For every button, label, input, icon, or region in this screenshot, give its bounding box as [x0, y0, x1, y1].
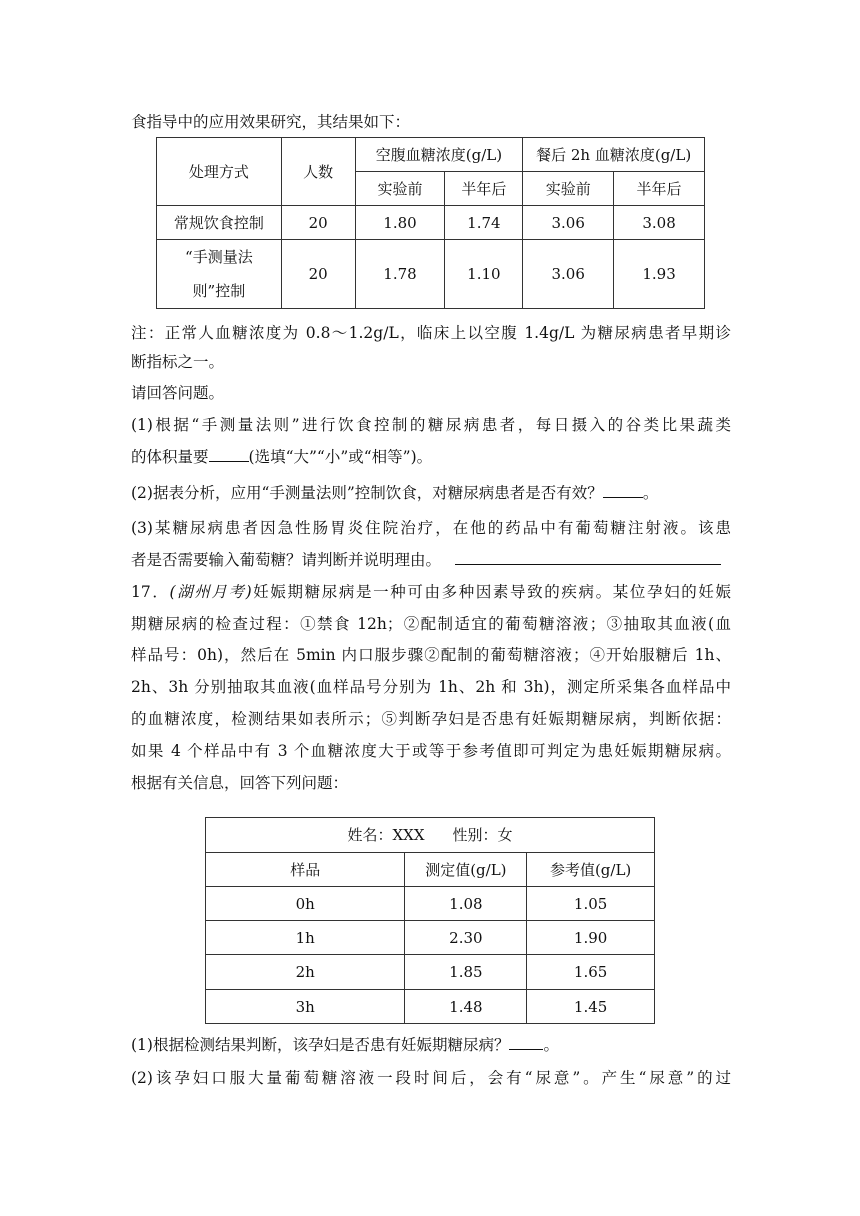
a1-text-a: (1)根据检测结果判断，该孕妇是否患有妊娠期糖尿病？ — [131, 1036, 510, 1054]
q2-line — [131, 482, 731, 503]
p17-line-4: 2h、3h 分别抽取其血液(血样品号分别为 1h、2h 和 3h)，测定所采集各血样品中 — [131, 678, 731, 696]
intro-line: 食指导中的应用效果研究，其结果如下： — [131, 113, 411, 131]
cell-sample: 1h — [206, 921, 405, 955]
header-method: 处理方式 — [157, 138, 282, 206]
p17-line-1 — [131, 582, 731, 602]
cell-count: 20 — [281, 240, 355, 309]
header-fasting: 空腹血糖浓度(g/L) — [355, 138, 523, 172]
header-sample: 样品 — [206, 853, 405, 887]
q3-line-2 — [131, 549, 731, 570]
cell-reference: 1.45 — [527, 990, 655, 1024]
header-reference: 参考值(g/L) — [527, 853, 655, 887]
cell-sample: 0h — [206, 887, 405, 921]
table-row — [206, 990, 655, 1024]
cell-count: 20 — [281, 206, 355, 240]
answer-blank[interactable] — [455, 549, 721, 565]
cell-measured: 1.48 — [405, 990, 527, 1024]
table-row — [157, 206, 705, 240]
question-source: (湖州月考) — [169, 583, 252, 601]
diet-results-table — [156, 137, 705, 309]
q2-text-b: 。 — [642, 484, 659, 502]
p17-line-7: 根据有关信息，回答下列问题： — [131, 774, 349, 792]
header-after: 半年后 — [445, 172, 523, 206]
answer-blank[interactable] — [209, 446, 249, 462]
table-row — [206, 955, 655, 990]
patient-name: 姓名：XXX — [347, 826, 425, 844]
a2-line: (2)该孕妇口服大量葡萄糖溶液一段时间后，会有“尿意”。产生“尿意”的过 — [131, 1069, 731, 1087]
q1-line-2 — [131, 446, 731, 467]
cell-fasting-before: 1.78 — [355, 240, 445, 309]
cell-reference: 1.05 — [527, 887, 655, 921]
q1-line-1: (1)根据“手测量法则”进行饮食控制的糖尿病患者，每日摄入的谷类比果蔬类 — [131, 416, 731, 434]
p17-line-3: 样品号：0h)，然后在 5min 内口服步骤②配制的葡萄糖溶液；④开始服糖后 1h、 — [131, 646, 731, 664]
a1-text-b: 。 — [543, 1036, 559, 1054]
cell-measured: 2.30 — [405, 921, 527, 955]
a1-line — [131, 1034, 731, 1055]
q2-text-a: (2)据表分析，应用“手测量法则”控制饮食，对糖尿病患者是否有效？ — [131, 484, 603, 502]
cell-sample: 2h — [206, 955, 405, 990]
cell-fasting-after: 1.10 — [445, 240, 523, 309]
cell-fasting-before: 1.80 — [355, 206, 445, 240]
header-count: 人数 — [281, 138, 355, 206]
ask-line: 请回答问题。 — [131, 384, 225, 402]
answer-blank[interactable] — [509, 1034, 543, 1050]
patient-sex: 性别：女 — [452, 826, 513, 844]
patient-info — [206, 818, 655, 853]
glucose-test-table — [205, 817, 655, 1024]
cell-sample: 3h — [206, 990, 405, 1024]
q3-line-1: (3)某糖尿病患者因急性肠胃炎住院治疗，在他的药品中有葡萄糖注射液。该患 — [131, 519, 731, 537]
answer-blank[interactable] — [603, 482, 643, 498]
table-row — [157, 240, 705, 309]
header-post-meal: 餐后 2h 血糖浓度(g/L) — [523, 138, 705, 172]
q1-text-b: (选填“大”“小”或“相等”)。 — [248, 448, 433, 466]
cell-measured: 1.08 — [405, 887, 527, 921]
header-after: 半年后 — [614, 172, 705, 206]
p17-line-6: 如果 4 个样品中有 3 个血糖浓度大于或等于参考值即可判定为患妊娠期糖尿病。 — [131, 742, 731, 760]
p17-text: 妊娠期糖尿病是一种可由多种因素导致的疾病。某位孕妇的妊娠 — [251, 583, 731, 601]
question-number: 17． — [131, 583, 170, 601]
cell-measured: 1.85 — [405, 955, 527, 990]
header-before: 实验前 — [355, 172, 445, 206]
q3-text: 者是否需要输入葡萄糖？请判断并说明理由。 — [131, 551, 442, 569]
cell-post-after: 3.08 — [614, 206, 705, 240]
table-row — [206, 887, 655, 921]
cell-fasting-after: 1.74 — [445, 206, 523, 240]
cell-method-line-1: “手测量法 — [185, 248, 253, 266]
p17-line-5: 的血糖浓度，检测结果如表所示；⑤判断孕妇是否患有妊娠期糖尿病，判断依据： — [131, 710, 731, 728]
cell-reference: 1.65 — [527, 955, 655, 990]
note-line-1: 注：正常人血糖浓度为 0.8～1.2g/L，临床上以空腹 1.4g/L 为糖尿病患者早期诊 — [131, 324, 731, 342]
cell-method: 常规饮食控制 — [157, 206, 282, 240]
header-measured: 测定值(g/L) — [405, 853, 527, 887]
cell-method — [157, 240, 282, 309]
cell-post-before: 3.06 — [523, 240, 614, 309]
q1-text-a: 的体积量要 — [131, 448, 209, 466]
note-line-2: 断指标之一。 — [131, 353, 225, 371]
cell-post-before: 3.06 — [523, 206, 614, 240]
table-row — [206, 921, 655, 955]
cell-reference: 1.90 — [527, 921, 655, 955]
p17-line-2: 期糖尿病的检查过程：①禁食 12h；②配制适宜的葡萄糖溶液；③抽取其血液(血 — [131, 615, 731, 633]
header-before: 实验前 — [523, 172, 614, 206]
cell-post-after: 1.93 — [614, 240, 705, 309]
cell-method-line-2: 则”控制 — [192, 282, 246, 300]
